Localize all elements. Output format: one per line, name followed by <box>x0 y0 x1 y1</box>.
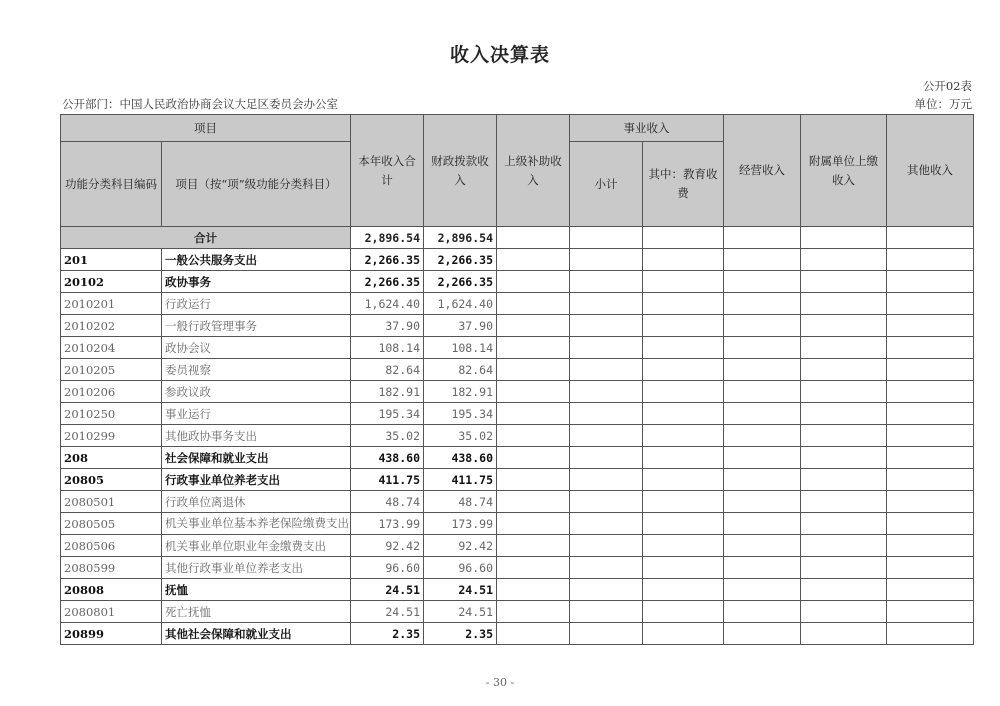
table-row <box>61 315 974 337</box>
empty-cell <box>570 381 643 403</box>
table-row <box>61 293 974 315</box>
empty-cell <box>724 447 801 469</box>
row-code: 20808 <box>61 579 162 601</box>
empty-cell <box>801 337 887 359</box>
empty-cell <box>570 315 643 337</box>
row-name: 机关事业单位基本养老保险缴费支出 <box>162 513 351 535</box>
empty-cell <box>801 491 887 513</box>
row-fiscal-income: 24.51 <box>424 579 497 601</box>
row-total-income: 438.60 <box>351 447 424 469</box>
empty-cell <box>570 513 643 535</box>
empty-cell <box>497 535 570 557</box>
row-name: 行政事业单位养老支出 <box>162 469 351 491</box>
row-name: 其他行政事业单位养老支出 <box>162 557 351 579</box>
header-affiliated: 附属单位上缴收入 <box>801 115 887 227</box>
form-number: 公开02表 <box>922 79 972 93</box>
header-project: 项目 <box>61 115 351 142</box>
page-number: - 30 - <box>485 676 515 689</box>
row-name: 其他政协事务支出 <box>162 425 351 447</box>
empty-cell <box>497 623 570 645</box>
empty-cell <box>724 249 801 271</box>
row-total-income: 2,266.35 <box>351 271 424 293</box>
row-fiscal-income: 108.14 <box>424 337 497 359</box>
empty-cell <box>497 337 570 359</box>
empty-cell <box>570 535 643 557</box>
empty-cell <box>643 293 724 315</box>
header-other: 其他收入 <box>887 115 974 227</box>
row-total-income: 1,624.40 <box>351 293 424 315</box>
empty-cell <box>643 535 724 557</box>
empty-cell <box>724 557 801 579</box>
row-total-income: 37.90 <box>351 315 424 337</box>
row-code: 2010205 <box>61 359 162 381</box>
row-total-income: 411.75 <box>351 469 424 491</box>
total-fiscal-value: 2,896.54 <box>424 227 497 249</box>
page-title: 收入决算表 <box>449 44 550 66</box>
row-total-income: 182.91 <box>351 381 424 403</box>
table-row <box>61 447 974 469</box>
row-fiscal-income: 24.51 <box>424 601 497 623</box>
header-operating: 经营收入 <box>724 115 801 227</box>
row-total-income: 92.42 <box>351 535 424 557</box>
row-code: 2010250 <box>61 403 162 425</box>
unit-label: 单位：万元 <box>914 97 972 111</box>
empty-cell <box>643 447 724 469</box>
empty-cell <box>497 491 570 513</box>
header-fiscal: 财政拨款收入 <box>424 115 497 227</box>
row-total-income: 35.02 <box>351 425 424 447</box>
empty-cell <box>724 469 801 491</box>
row-code: 20102 <box>61 271 162 293</box>
empty-cell <box>643 491 724 513</box>
empty-cell <box>497 469 570 491</box>
empty-cell <box>497 403 570 425</box>
table-row <box>61 491 974 513</box>
empty-cell <box>887 249 974 271</box>
empty-cell <box>801 469 887 491</box>
row-code: 2080505 <box>61 513 162 535</box>
empty-cell <box>887 579 974 601</box>
row-name: 其他社会保障和就业支出 <box>162 623 351 645</box>
row-fiscal-income: 2.35 <box>424 623 497 645</box>
empty-cell <box>887 491 974 513</box>
total-label: 合计 <box>61 227 351 249</box>
empty-cell <box>887 557 974 579</box>
total-row <box>61 227 974 249</box>
empty-cell <box>801 513 887 535</box>
empty-cell <box>643 359 724 381</box>
empty-cell <box>570 623 643 645</box>
row-total-income: 195.34 <box>351 403 424 425</box>
header-superior: 上级补助收入 <box>497 115 570 227</box>
empty-cell <box>724 271 801 293</box>
empty-cell <box>801 315 887 337</box>
row-total-income: 2.35 <box>351 623 424 645</box>
empty-cell <box>570 469 643 491</box>
empty-cell <box>724 315 801 337</box>
empty-cell <box>801 447 887 469</box>
table-row <box>61 469 974 491</box>
empty-cell <box>570 447 643 469</box>
row-code: 2010206 <box>61 381 162 403</box>
header-subtotal: 小计 <box>570 142 643 227</box>
row-name: 委员视察 <box>162 359 351 381</box>
empty-cell <box>643 403 724 425</box>
empty-cell <box>570 403 643 425</box>
empty-cell <box>801 359 887 381</box>
row-fiscal-income: 2,266.35 <box>424 249 497 271</box>
empty-cell <box>570 425 643 447</box>
row-fiscal-income: 182.91 <box>424 381 497 403</box>
table-row <box>61 337 974 359</box>
empty-cell <box>643 579 724 601</box>
empty-cell <box>801 293 887 315</box>
income-table <box>60 114 974 645</box>
empty-cell <box>887 337 974 359</box>
empty-cell <box>724 403 801 425</box>
table-row <box>61 425 974 447</box>
empty-cell <box>724 513 801 535</box>
row-total-income: 48.74 <box>351 491 424 513</box>
empty-cell <box>801 623 887 645</box>
empty-cell <box>724 359 801 381</box>
row-fiscal-income: 96.60 <box>424 557 497 579</box>
row-fiscal-income: 37.90 <box>424 315 497 337</box>
empty-cell <box>887 601 974 623</box>
row-name: 抚恤 <box>162 579 351 601</box>
row-code: 2080599 <box>61 557 162 579</box>
empty-cell <box>643 513 724 535</box>
table-row <box>61 271 974 293</box>
empty-cell <box>887 315 974 337</box>
empty-cell <box>724 579 801 601</box>
table-row <box>61 535 974 557</box>
empty-cell <box>801 535 887 557</box>
empty-cell <box>497 513 570 535</box>
row-code: 2080501 <box>61 491 162 513</box>
empty-cell <box>724 425 801 447</box>
empty-cell <box>497 579 570 601</box>
empty-cell <box>801 249 887 271</box>
empty-cell <box>887 293 974 315</box>
department-label: 公开部门：中国人民政治协商会议大足区委员会办公室 <box>62 97 338 111</box>
row-fiscal-income: 411.75 <box>424 469 497 491</box>
header-name: 项目（按“项”级功能分类科目） <box>162 142 351 227</box>
empty-cell <box>801 425 887 447</box>
empty-cell <box>643 601 724 623</box>
empty-cell <box>643 469 724 491</box>
row-total-income: 24.51 <box>351 579 424 601</box>
empty-cell <box>497 359 570 381</box>
empty-cell <box>570 601 643 623</box>
empty-cell <box>643 315 724 337</box>
empty-cell <box>570 337 643 359</box>
total-income-value: 2,896.54 <box>351 227 424 249</box>
table-row <box>61 579 974 601</box>
row-name: 机关事业单位职业年金缴费支出 <box>162 535 351 557</box>
row-fiscal-income: 82.64 <box>424 359 497 381</box>
empty-cell <box>643 425 724 447</box>
empty-cell <box>570 579 643 601</box>
row-code: 2010204 <box>61 337 162 359</box>
empty-cell <box>643 381 724 403</box>
empty-cell <box>497 315 570 337</box>
empty-cell <box>801 271 887 293</box>
row-name: 政协事务 <box>162 271 351 293</box>
row-total-income: 82.64 <box>351 359 424 381</box>
empty-cell <box>801 601 887 623</box>
row-code: 208 <box>61 447 162 469</box>
row-code: 2010202 <box>61 315 162 337</box>
empty-cell <box>724 601 801 623</box>
empty-cell <box>724 623 801 645</box>
row-fiscal-income: 92.42 <box>424 535 497 557</box>
empty-cell <box>801 381 887 403</box>
empty-cell <box>887 535 974 557</box>
table-row <box>61 403 974 425</box>
empty-cell <box>724 381 801 403</box>
header-education: 其中：教育收费 <box>643 142 724 227</box>
row-code: 2010201 <box>61 293 162 315</box>
empty-cell <box>570 491 643 513</box>
header-business: 事业收入 <box>570 115 724 142</box>
empty-cell <box>497 293 570 315</box>
row-name: 参政议政 <box>162 381 351 403</box>
empty-cell <box>570 557 643 579</box>
table-row <box>61 381 974 403</box>
row-name: 事业运行 <box>162 403 351 425</box>
empty-cell <box>887 469 974 491</box>
row-code: 201 <box>61 249 162 271</box>
row-code: 2010299 <box>61 425 162 447</box>
empty-cell <box>887 359 974 381</box>
empty-cell <box>887 403 974 425</box>
empty-cell <box>643 271 724 293</box>
empty-cell <box>643 557 724 579</box>
row-fiscal-income: 2,266.35 <box>424 271 497 293</box>
empty-cell <box>570 359 643 381</box>
row-code: 2080801 <box>61 601 162 623</box>
empty-cell <box>801 403 887 425</box>
header-total-income: 本年收入合计 <box>351 115 424 227</box>
empty-cell <box>887 381 974 403</box>
header-code: 功能分类科目编码 <box>61 142 162 227</box>
empty-cell <box>570 293 643 315</box>
empty-cell <box>724 535 801 557</box>
row-fiscal-income: 173.99 <box>424 513 497 535</box>
table-row <box>61 359 974 381</box>
empty-cell <box>643 249 724 271</box>
table-row <box>61 623 974 645</box>
row-code: 20805 <box>61 469 162 491</box>
empty-cell <box>887 271 974 293</box>
empty-cell <box>724 491 801 513</box>
row-fiscal-income: 35.02 <box>424 425 497 447</box>
row-fiscal-income: 438.60 <box>424 447 497 469</box>
table-row <box>61 513 974 535</box>
row-name: 社会保障和就业支出 <box>162 447 351 469</box>
empty-cell <box>643 623 724 645</box>
empty-cell <box>724 293 801 315</box>
empty-cell <box>887 447 974 469</box>
empty-cell <box>643 337 724 359</box>
empty-cell <box>497 601 570 623</box>
empty-cell <box>570 271 643 293</box>
empty-cell <box>887 513 974 535</box>
row-total-income: 2,266.35 <box>351 249 424 271</box>
row-name: 死亡抚恤 <box>162 601 351 623</box>
row-name: 一般公共服务支出 <box>162 249 351 271</box>
empty-cell <box>497 271 570 293</box>
row-name: 行政单位离退休 <box>162 491 351 513</box>
row-fiscal-income: 48.74 <box>424 491 497 513</box>
empty-cell <box>497 557 570 579</box>
row-code: 20899 <box>61 623 162 645</box>
empty-cell <box>497 249 570 271</box>
row-total-income: 108.14 <box>351 337 424 359</box>
empty-cell <box>724 337 801 359</box>
row-total-income: 173.99 <box>351 513 424 535</box>
table-row <box>61 249 974 271</box>
empty-cell <box>801 557 887 579</box>
empty-cell <box>801 579 887 601</box>
empty-cell <box>497 447 570 469</box>
row-name: 政协会议 <box>162 337 351 359</box>
empty-cell <box>570 249 643 271</box>
row-total-income: 96.60 <box>351 557 424 579</box>
table-row <box>61 601 974 623</box>
empty-cell <box>887 623 974 645</box>
row-name: 行政运行 <box>162 293 351 315</box>
empty-cell <box>497 425 570 447</box>
row-fiscal-income: 1,624.40 <box>424 293 497 315</box>
table-row <box>61 557 974 579</box>
row-code: 2080506 <box>61 535 162 557</box>
empty-cell <box>887 425 974 447</box>
row-name: 一般行政管理事务 <box>162 315 351 337</box>
empty-cell <box>497 381 570 403</box>
row-total-income: 24.51 <box>351 601 424 623</box>
row-fiscal-income: 195.34 <box>424 403 497 425</box>
